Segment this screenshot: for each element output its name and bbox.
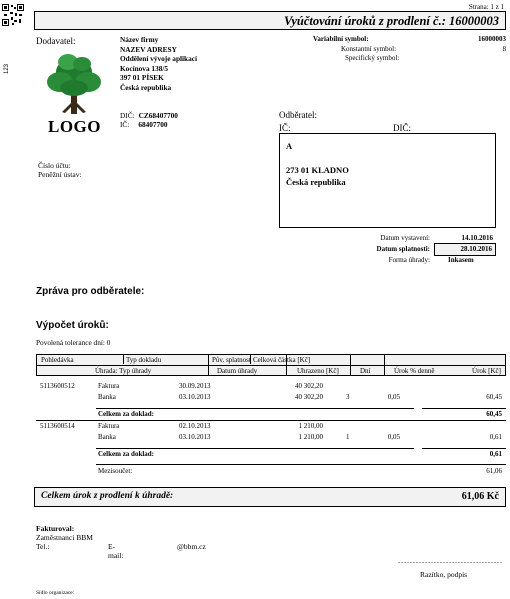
doc-total-label: Celkem za doklad: <box>98 450 154 458</box>
due-date: 28.10.2016 <box>434 243 496 256</box>
paid-amount: 40 302,20 <box>295 393 323 401</box>
grand-total-bar <box>34 487 506 507</box>
customer-line: 273 01 KLADNO <box>286 165 349 175</box>
due-date-label: Datum splatnosti: <box>376 245 430 253</box>
symbols-block <box>313 35 506 64</box>
payment-type: Banka <box>98 433 116 441</box>
invoiced-by-name: Zaměstnanci BBM <box>36 533 93 542</box>
logo-text: LOGO <box>48 117 102 136</box>
doc-total: 60,45 <box>486 410 502 418</box>
issue-date: 14.10.2016 <box>461 234 493 242</box>
doc-date: 02.10.2013 <box>179 422 211 430</box>
customer-line: Česká republika <box>286 177 346 187</box>
tree-logo-icon <box>44 50 104 116</box>
col-uhrada: Úhrada: Typ úhrady <box>95 367 152 375</box>
customer-dic-label: DIČ: <box>393 123 411 133</box>
col-pohledavka: Pohledávka <box>41 356 74 364</box>
supplier-ic: 68407700 <box>138 120 168 129</box>
supplier-line: NAZEV ADRESY <box>120 44 177 54</box>
customer-ic-label: IČ: <box>279 123 291 133</box>
doc-total-row <box>36 448 506 460</box>
interest-rate: 0,05 <box>387 433 400 441</box>
col-urok-pct: Úrok % denně <box>394 367 435 375</box>
doc-total: 0,61 <box>489 450 502 458</box>
dates-block <box>320 233 496 266</box>
interest-amount: 60,45 <box>486 393 502 401</box>
bank-account-block <box>38 161 82 179</box>
supplier-tax-ids <box>120 111 178 129</box>
qr-code-icon <box>2 4 24 26</box>
paid-amount: 1 210,00 <box>298 433 323 441</box>
account-number-label: Číslo účtu: <box>38 161 71 170</box>
invoiced-by-block <box>36 524 206 560</box>
supplier-label: Dodavatel: <box>36 36 76 46</box>
issue-date-label: Datum vystavení: <box>380 234 430 242</box>
side-number: 123 <box>4 63 10 74</box>
doc-number: 5113600514 <box>40 422 75 430</box>
customer-line: A <box>286 141 293 151</box>
doc-number: 5113600512 <box>40 382 75 390</box>
doc-total-row <box>36 408 506 420</box>
subtotal-label: Mezisoučet: <box>98 467 133 475</box>
table-header <box>36 354 506 376</box>
doc-amount: 40 302,20 <box>295 382 323 390</box>
document-title-bar <box>34 11 506 30</box>
supplier-line: Název firmy <box>120 35 159 44</box>
constant-symbol-label: Konstantní symbol: <box>341 44 397 53</box>
supplier-line: 397 01 PÍSEK <box>120 73 164 82</box>
page-counter: Strana: 1 z 1 <box>468 3 504 11</box>
constant-symbol: 8 <box>502 44 506 53</box>
supplier-address <box>120 35 197 92</box>
col-celkova-castka: Celková částka [Kč] <box>253 356 311 364</box>
days: 3 <box>346 393 350 401</box>
col-uhrazeno: Uhrazeno [Kč] <box>297 367 339 375</box>
stamp-signature-label: Razítko, podpis <box>420 570 468 579</box>
doc-amount: 1 210,00 <box>298 422 323 430</box>
email-value: @bbm.cz <box>177 542 206 551</box>
email-label: E-mail: <box>108 542 124 560</box>
message-heading: Zpráva pro odběratele: <box>36 286 145 297</box>
supplier-line: Oddělení vývoje aplikací <box>120 54 198 63</box>
document-title: Vyúčtování úroků z prodlení č.: 16000003 <box>283 14 499 28</box>
signature-line: ................................... <box>398 556 503 565</box>
interest-rate: 0,05 <box>387 393 400 401</box>
payment-method-label: Forma úhrady: <box>388 256 430 264</box>
col-datum-uhrady: Datum úhrady <box>217 367 258 375</box>
calculation-heading: Výpočet úroků: <box>36 320 109 331</box>
tolerance-text: Povolená tolerance dní: 0 <box>36 338 111 347</box>
col-dni: Dní <box>360 367 371 375</box>
subtotal: 61,06 <box>486 467 502 475</box>
payment-method: Inkasem <box>448 256 474 264</box>
customer-address-box <box>279 133 496 228</box>
days: 1 <box>346 433 350 441</box>
doc-date: 30.09.2013 <box>179 382 211 390</box>
headquarters-label: Sídlo organizace: <box>36 590 75 596</box>
phone-label: Tel.: <box>36 542 50 551</box>
col-typ-dokladu: Typ dokladu <box>126 356 162 364</box>
interest-table <box>36 354 506 475</box>
grand-total: 61,06 Kč <box>461 491 499 502</box>
supplier-line: Česká republika <box>120 82 172 92</box>
invoiced-by-label: Fakturoval: <box>36 524 75 533</box>
col-urok: Úrok [Kč] <box>472 367 501 375</box>
customer-label: Odběratel: <box>279 110 317 120</box>
subtotal-row <box>36 464 506 476</box>
variable-symbol: 16000003 <box>478 35 506 43</box>
supplier-dic-label: DIČ: <box>120 111 135 120</box>
doc-type: Faktura <box>98 422 120 430</box>
supplier-dic: CZ68407700 <box>138 111 178 120</box>
specific-symbol-label: Specifický symbol: <box>345 54 400 62</box>
doc-total-label: Celkem za doklad: <box>98 410 154 418</box>
variable-symbol-label: Variabilní symbol: <box>313 35 369 43</box>
supplier-ic-label: IČ: <box>120 120 130 129</box>
col-puvodni-splatnost: Pův. splatnost <box>212 356 251 364</box>
doc-type: Faktura <box>98 382 120 390</box>
interest-amount: 0,61 <box>489 433 502 441</box>
payment-type: Banka <box>98 393 116 401</box>
payment-date: 03.10.2013 <box>179 433 211 441</box>
supplier-line: Kocínova 138/5 <box>120 63 169 73</box>
bank-label: Peněžní ústav: <box>38 170 82 179</box>
grand-total-label: Celkem úrok z prodlení k úhradě: <box>41 491 174 501</box>
payment-date: 03.10.2013 <box>179 393 211 401</box>
